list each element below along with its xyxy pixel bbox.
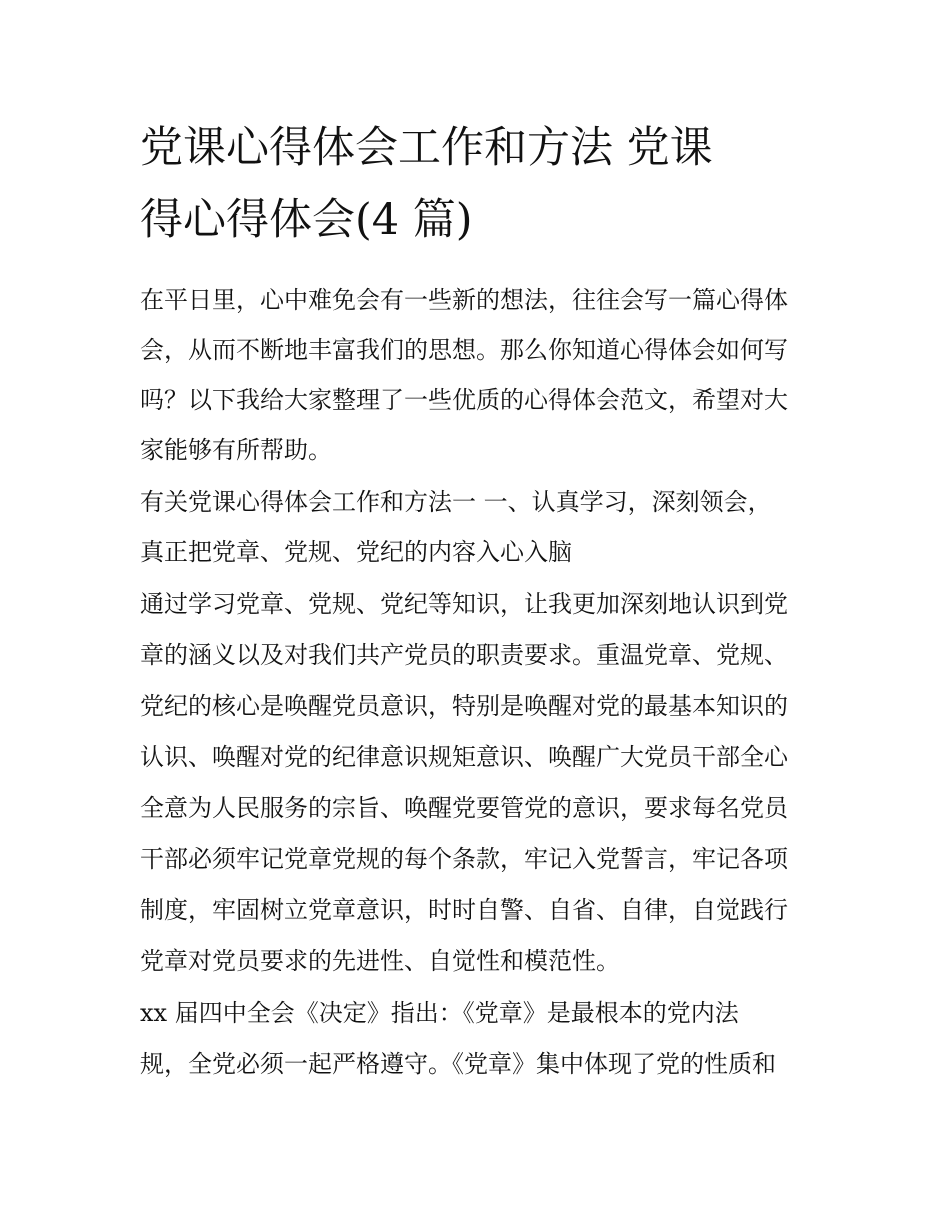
paragraph-line: xx 届四中全会《决定》指出：《党章》是最根本的党内法 <box>140 999 739 1027</box>
paragraph-line: 有关党课心得体会工作和方法一 一、认真学习，深刻领会， <box>140 488 772 516</box>
paragraph-line: 干部必须牢记党章党规的每个条款，牢记入党誓言，牢记各项 <box>140 845 788 873</box>
paragraph-line: 党纪的核心是唤醒党员意识，特别是唤醒对党的最基本知识的 <box>140 692 788 720</box>
paragraph-line: 家能够有所帮助。 <box>140 436 332 464</box>
paragraph-line: 通过学习党章、党规、党纪等知识，让我更加深刻地认识到党 <box>140 590 788 618</box>
paragraph-line: 吗？以下我给大家整理了一些优质的心得体会范文，希望对大 <box>140 386 788 414</box>
paragraph-line: 全意为人民服务的宗旨、唤醒党要管党的意识，要求每名党员 <box>140 794 788 822</box>
paragraph-line: 认识、唤醒对党的纪律意识规矩意识、唤醒广大党员干部全心 <box>140 743 788 771</box>
paragraph-line: 制度，牢固树立党章意识，时时自警、自省、自律，自觉践行 <box>140 896 788 924</box>
paragraph-line: 会，从而不断地丰富我们的思想。那么你知道心得体会如何写 <box>140 336 788 364</box>
paragraph-line: 党章对党员要求的先进性、自觉性和模范性。 <box>140 947 620 975</box>
paragraph-line: 章的涵义以及对我们共产党员的职责要求。重温党章、党规、 <box>140 641 788 669</box>
paragraph-line: 规，全党必须一起严格遵守。《党章》集中体现了党的性质和 <box>140 1050 776 1078</box>
paragraph-line: 真正把党章、党规、党纪的内容入心入脑 <box>140 538 572 566</box>
paragraph-line: 在平日里，心中难免会有一些新的想法，往往会写一篇心得体 <box>140 286 788 314</box>
document-title: 党课心得体会工作和方法 党课 得心得体会(4 篇) <box>140 123 713 245</box>
